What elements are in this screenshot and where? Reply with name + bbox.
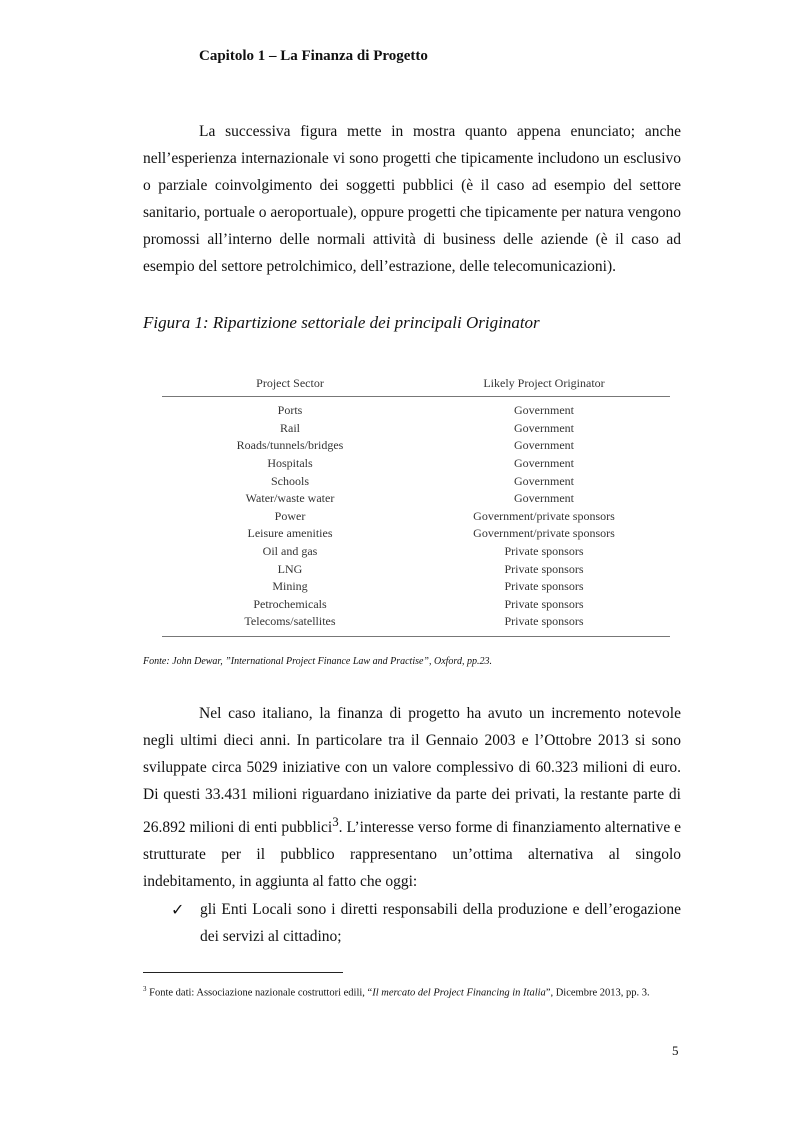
cell-originator: Government <box>514 456 574 471</box>
cell-sector: Petrochemicals <box>253 596 327 611</box>
cell-originator: Government/private sponsors <box>473 526 615 541</box>
page-number: 5 <box>672 1043 679 1058</box>
cell-sector: LNG <box>277 561 303 576</box>
table-row <box>162 525 670 543</box>
chapter-header: Capitolo 1 – La Finanza di Progetto <box>199 48 428 64</box>
footnote-text: Fonte dati: Associazione nazionale costruttori edili, “ <box>146 987 373 999</box>
cell-originator: Private sponsors <box>504 579 584 594</box>
cell-originator: Private sponsors <box>504 544 584 559</box>
paragraph-italian-case <box>143 700 681 895</box>
figure-source: Fonte: John Dewar, ”International Project Finance Law and Practise”, Oxford, pp.23. <box>143 656 492 667</box>
column-header-originator: Likely Project Originator <box>483 375 605 390</box>
footnote-text-after: ”, Dicembre 2013, pp. 3. <box>545 987 650 999</box>
table-row <box>162 613 670 631</box>
table-row <box>162 490 670 508</box>
cell-sector: Ports <box>277 403 303 418</box>
cell-sector: Roads/tunnels/bridges <box>236 438 344 453</box>
cell-sector: Water/waste water <box>245 491 335 506</box>
table-row <box>162 402 670 420</box>
table-row <box>162 543 670 561</box>
footnote-title: Il mercato del Project Financing in Italia <box>372 987 546 999</box>
cell-originator: Government <box>514 491 574 506</box>
cell-originator: Private sponsors <box>504 614 584 629</box>
bullet-item <box>171 896 681 950</box>
cell-sector: Hospitals <box>267 456 313 471</box>
cell-sector: Schools <box>270 473 309 488</box>
cell-originator: Government <box>514 403 574 418</box>
paragraph-italian-case-text: Nel caso italiano, la finanza di progetto ha avuto un incremento notevole negli ultimi dieci anni. In particolare tra il Gennaio 2003 e l’Ottobre 2013 si sono sviluppate circa 5029 iniziative con un valore complessivo di 60.323 milioni di euro. Di questi 33.431 milioni riguardano iniziative da parte dei privati, la restante parte di 26.892 milioni di enti pubblici <box>143 705 681 837</box>
cell-originator: Private sponsors <box>504 561 584 576</box>
column-header-sector: Project Sector <box>256 375 324 390</box>
cell-originator: Government <box>514 420 574 435</box>
footnote <box>143 982 683 1001</box>
table-header <box>162 370 670 397</box>
table-row <box>162 560 670 578</box>
checkmark-icon: ✓ <box>171 900 185 919</box>
paragraph-italian-case-text-after: . L’interesse verso forme di finanziamento alternative e strutturate per il pubblico rappresentano un’ottima alternativa al singolo indebitamento, in aggiunta al fatto che oggi: <box>143 819 681 891</box>
cell-originator: Government <box>514 473 574 488</box>
cell-originator: Government/private sponsors <box>473 508 615 523</box>
bullet-text: gli Enti Locali sono i diretti responsabili della produzione e dell’erogazione dei servizi al cittadino; <box>200 901 681 945</box>
footnote-reference[interactable]: 3 <box>332 814 339 829</box>
table-row <box>162 508 670 526</box>
cell-sector: Leisure amenities <box>247 526 333 541</box>
cell-originator: Government <box>514 438 574 453</box>
table-row <box>162 437 670 455</box>
cell-sector: Telecoms/satellites <box>244 614 336 629</box>
paragraph-intro: La successiva figura mette in mostra quanto appena enunciato; anche nell’esperienza internazionale vi sono progetti che tipicamente includono un esclusivo o parziale coinvolgimento dei soggetti pubblici (è il caso ad esempio del settore sanitario, portuale o aeroportuale), oppure progetti che tipicamente per natura vengono promossi all’interno delle normali attività di business delle aziende (è il caso ad esempio del settore petrolchimico, dell’estrazione, delle telecomunicazioni). <box>143 123 681 275</box>
table-body <box>162 397 670 637</box>
table-row <box>162 596 670 614</box>
cell-sector: Oil and gas <box>262 544 318 559</box>
footnote-divider <box>143 972 343 973</box>
cell-sector: Mining <box>272 579 308 594</box>
footnote-number: 3 <box>143 985 147 993</box>
table-row <box>162 472 670 490</box>
table-row <box>162 578 670 596</box>
cell-originator: Private sponsors <box>504 596 584 611</box>
cell-sector: Rail <box>280 420 300 435</box>
cell-sector: Power <box>274 508 306 523</box>
table-row <box>162 420 670 438</box>
sector-table <box>162 370 670 637</box>
figure-caption: Figura 1: Ripartizione settoriale dei principali Originator <box>143 313 540 332</box>
table-row <box>162 455 670 473</box>
